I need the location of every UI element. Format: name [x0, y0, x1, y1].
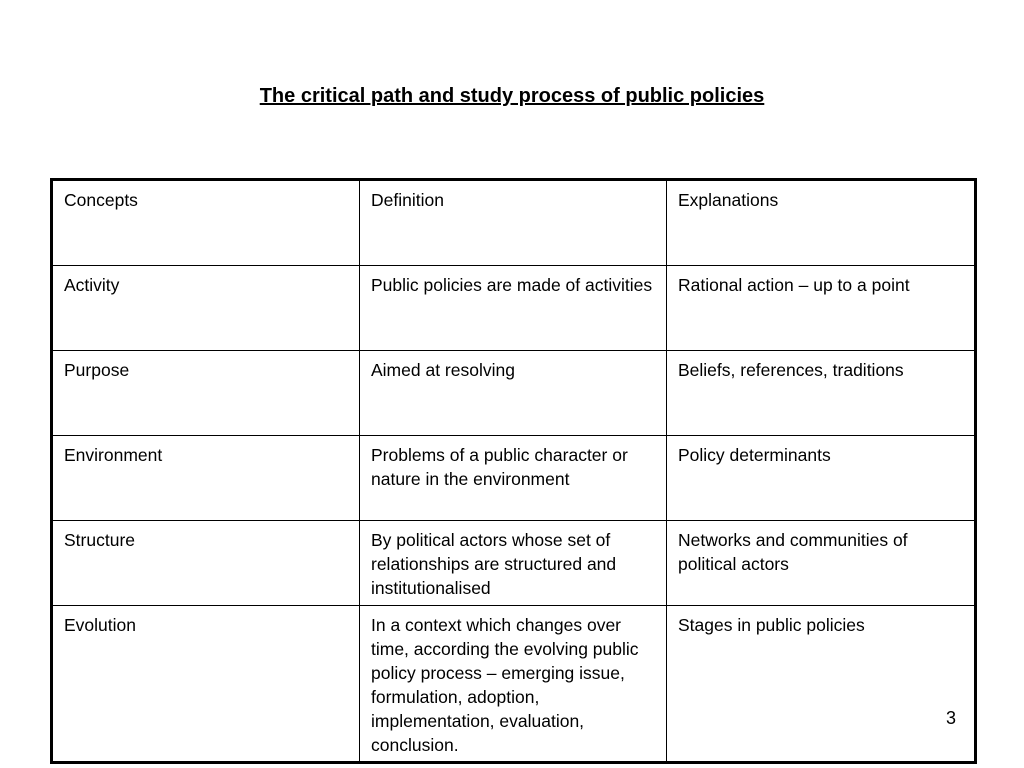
definition-cell: Public policies are made of activities	[360, 266, 667, 351]
definition-cell: Aimed at resolving	[360, 351, 667, 436]
header-cell-explanations: Explanations	[667, 180, 976, 266]
definition-cell: Problems of a public character or nature in the environment	[360, 436, 667, 521]
table-row	[52, 266, 976, 351]
page-number: 3	[946, 708, 957, 728]
explanation-cell: Rational action – up to a point	[667, 266, 976, 351]
concept-cell: Activity	[52, 266, 360, 351]
concepts-table	[50, 178, 977, 764]
explanation-cell: Networks and communities of political actors	[667, 521, 976, 606]
concept-cell: Structure	[52, 521, 360, 606]
concept-cell: Purpose	[52, 351, 360, 436]
table-header-row	[52, 180, 976, 266]
definition-cell: In a context which changes over time, according the evolving public policy process – emerging issue, formulation, adoption, implementation, evaluation, conclusion.	[360, 606, 667, 763]
explanation-cell: Policy determinants	[667, 436, 976, 521]
explanation-cell: Beliefs, references, traditions	[667, 351, 976, 436]
header-cell-definition: Definition	[360, 180, 667, 266]
definition-cell: By political actors whose set of relationships are structured and institutionalised	[360, 521, 667, 606]
page-title: The critical path and study process of public policies	[259, 85, 765, 107]
table-row	[52, 606, 976, 763]
table-row	[52, 436, 976, 521]
table-row	[52, 351, 976, 436]
concept-cell: Environment	[52, 436, 360, 521]
concept-cell: Evolution	[52, 606, 360, 763]
table-row	[52, 521, 976, 606]
header-cell-concepts: Concepts	[52, 180, 360, 266]
explanation-cell: Stages in public policies	[667, 606, 976, 763]
